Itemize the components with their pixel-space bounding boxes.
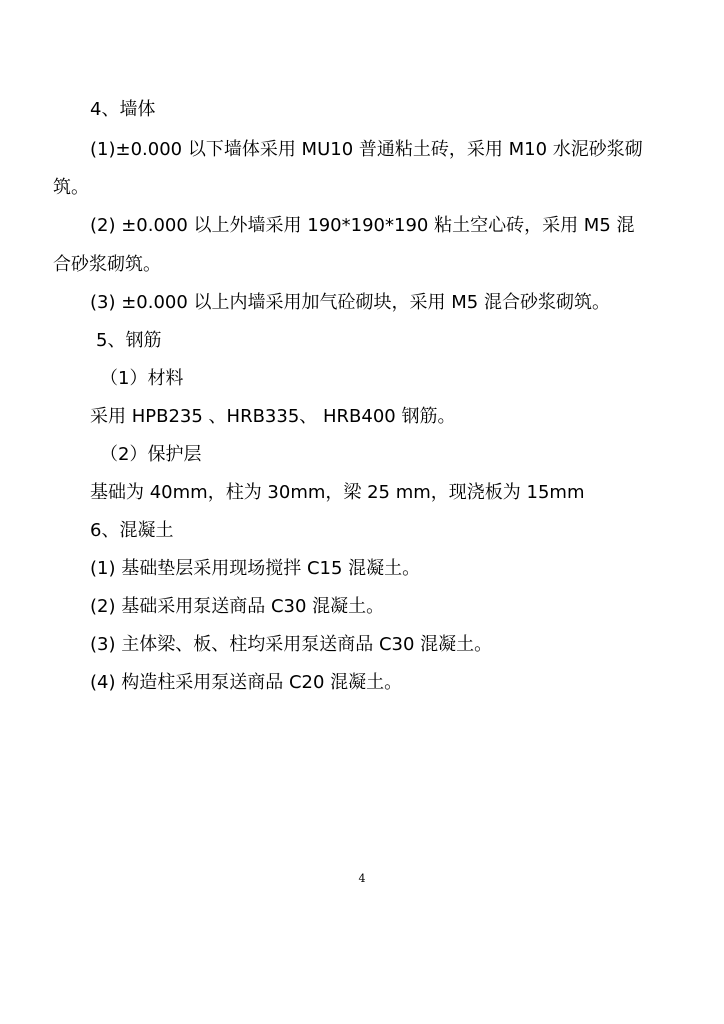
page-number: 4 [358,872,366,885]
subheading-cover: （2）保护层 [100,444,202,465]
heading-rebar: 5、钢筋 [96,330,162,351]
paragraph-line: 基础为 40mm，柱为 30mm，梁 25 mm，现浇板为 15mm [90,482,585,503]
paragraph-line: 采用 HPB235 、HRB335、 HRB400 钢筋。 [90,406,456,427]
paragraph-line: (4) 构造柱采用泵送商品 C20 混凝土。 [90,672,403,693]
paragraph-line: (2) ±0.000 以上外墙采用 190*190*190 粘土空心砖，采用 M5 混 [90,215,635,236]
paragraph-line: (1)±0.000 以下墙体采用 MU10 普通粘土砖，采用 M10 水泥砂浆砌 [90,139,643,160]
paragraph-line: (3) ±0.000 以上内墙采用加气砼砌块，采用 M5 混合砂浆砌筑。 [90,292,610,313]
heading-walls: 4、墙体 [90,99,156,120]
heading-concrete: 6、混凝土 [90,520,174,541]
paragraph-line: (2) 基础采用泵送商品 C30 混凝土。 [90,596,385,617]
paragraph-line: 合砂浆砌筑。 [53,254,161,275]
paragraph-line: (1) 基础垫层采用现场搅拌 C15 混凝土。 [90,558,421,579]
subheading-materials: （1）材料 [100,368,184,389]
paragraph-line: (3) 主体梁、板、柱均采用泵送商品 C30 混凝土。 [90,634,493,655]
paragraph-line: 筑。 [53,177,89,198]
